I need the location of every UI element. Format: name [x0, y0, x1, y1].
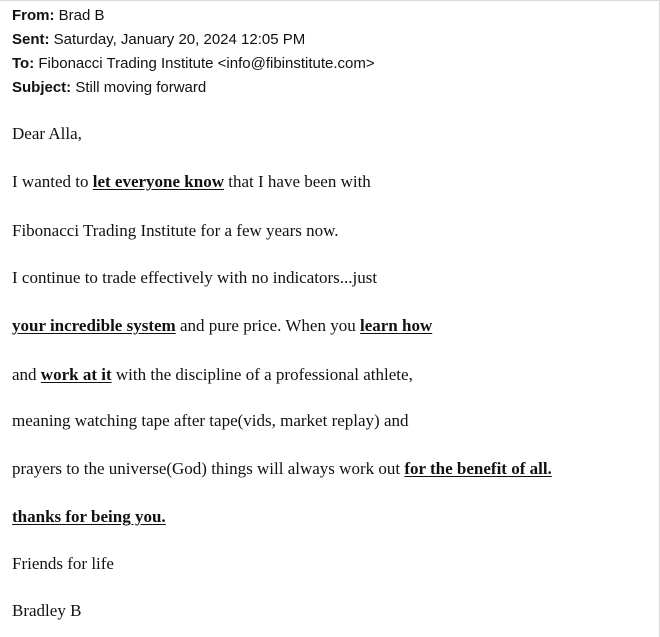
subject-value: Still moving forward — [75, 79, 207, 96]
sent-label: Sent: — [12, 31, 50, 48]
body-line-4 — [12, 316, 432, 336]
from-value: Brad B — [58, 7, 105, 24]
to-label: To: — [12, 55, 35, 72]
to-row — [12, 52, 375, 76]
emphasis-text: let everyone know — [92, 172, 224, 191]
to-value: Fibonacci Trading Institute <info@fibinstitute.com> — [38, 55, 375, 72]
emphasis-text: learn how — [359, 316, 433, 335]
emphasis-text: for the benefit of all. — [404, 459, 552, 478]
body-line-7 — [12, 459, 552, 479]
body-text: with the discipline of a professional athlete, — [111, 365, 413, 384]
body-text: I wanted to — [12, 172, 93, 191]
body-text: and pure price. When you — [175, 316, 360, 335]
greeting: Dear Alla, — [12, 124, 82, 143]
body-text: prayers to the universe(God) things will always work out — [12, 459, 405, 478]
signature: Bradley B — [12, 601, 82, 620]
emphasis-text: work at it — [40, 365, 112, 384]
body-line-8: thanks for being you. — [12, 507, 166, 526]
body-line-5 — [12, 365, 413, 385]
subject-row — [12, 76, 375, 100]
email-header — [12, 4, 375, 100]
sent-row — [12, 28, 375, 52]
body-line-6: meaning watching tape after tape(vids, market replay) and — [12, 411, 409, 430]
body-text: and — [12, 365, 41, 384]
body-text: that I have been with — [224, 172, 371, 191]
subject-label: Subject: — [12, 79, 72, 96]
emphasis-text: your incredible system — [12, 316, 176, 335]
from-row — [12, 4, 375, 28]
sent-value: Saturday, January 20, 2024 12:05 PM — [53, 31, 306, 48]
frame-top-border — [0, 0, 660, 1]
body-line-1 — [12, 172, 371, 192]
from-label: From: — [12, 7, 55, 24]
body-line-3: I continue to trade effectively with no indicators...just — [12, 268, 378, 287]
closing: Friends for life — [12, 554, 114, 573]
body-line-2: Fibonacci Trading Institute for a few years now. — [12, 221, 339, 240]
